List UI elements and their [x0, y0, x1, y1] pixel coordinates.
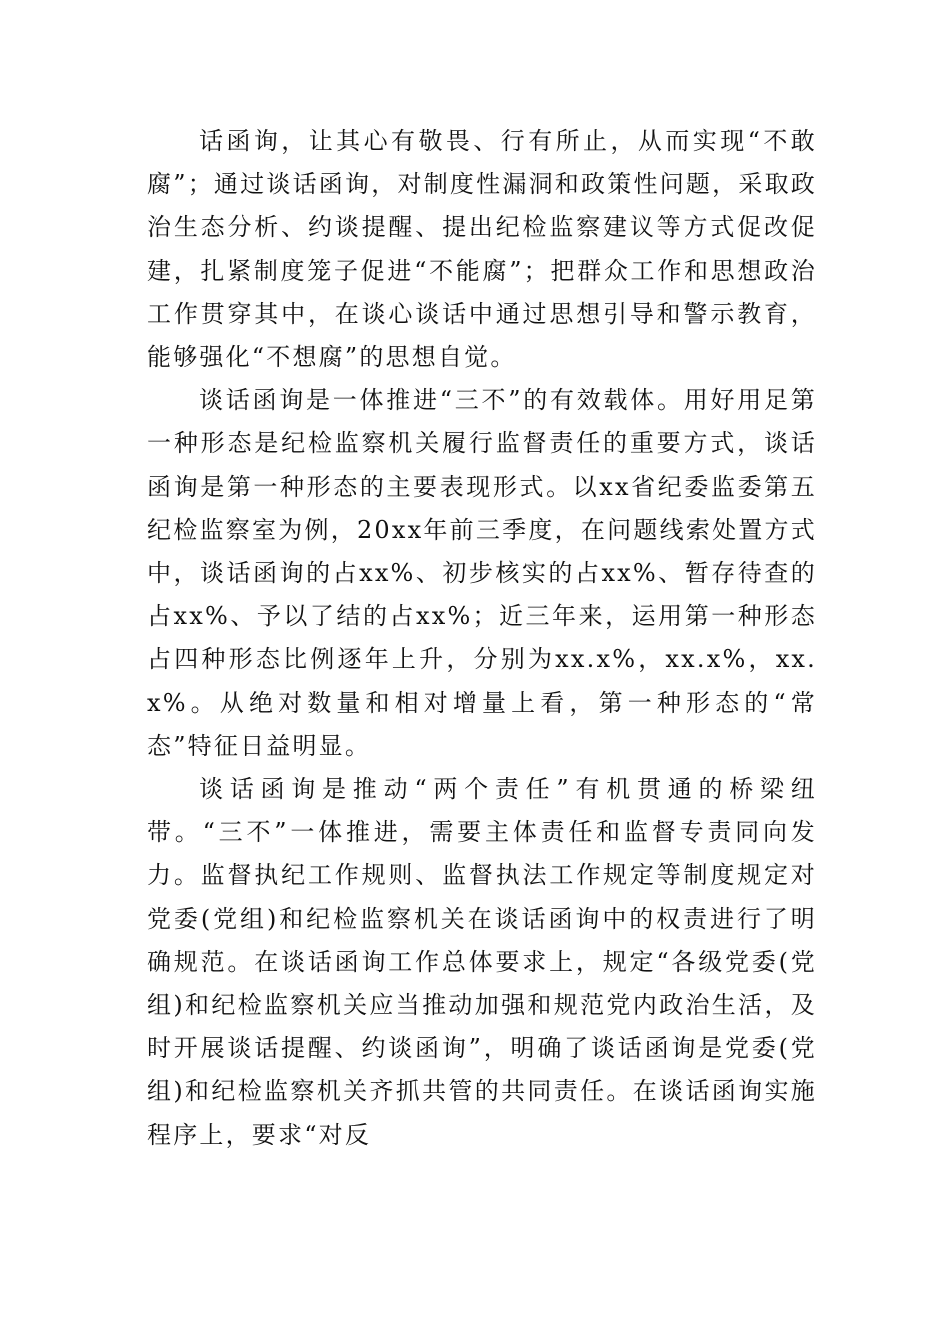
- body-text: [147, 120, 817, 1157]
- paragraph-3: 谈话函询是推动“两个责任”有机贯通的桥梁纽带。“三不”一体推进，需要主体责任和监督专责同向发力。监督执纪工作规则、监督执法工作规定等制度规定对党委(党组)和纪检监察机关在谈话函询中的权责进行了明确规范。在谈话函询工作总体要求上，规定“各级党委(党组)和纪检监察机关应当推动加强和规范党内政治生活，及时开展谈话提醒、约谈函询”，明确了谈话函询是党委(党组)和纪检监察机关齐抓共管的共同责任。在谈话函询实施程序上，要求“对反: [147, 775, 817, 1149]
- paragraph-2: 谈话函询是一体推进“三不”的有效载体。用好用足第一种形态是纪检监察机关履行监督责任的重要方式，谈话函询是第一种形态的主要表现形式。以xx省纪委监委第五纪检监察室为例，20xx年前三季度，在问题线索处置方式中，谈话函询的占xx%、初步核实的占xx%、暂存待查的占xx%、予以了结的占xx%；近三年来，运用第一种形态占四种形态比例逐年上升，分别为xx.x%，xx.x%，xx.x%。从绝对数量和相对增量上看，第一种形态的“常态”特征日益明显。: [147, 386, 817, 760]
- paragraph-1: 话函询，让其心有敬畏、行有所止，从而实现“不敢腐”；通过谈话函询，对制度性漏洞和政策性问题，采取政治生态分析、约谈提醒、提出纪检监察建议等方式促改促建，扎紧制度笼子促进“不能腐”；把群众工作和思想政治工作贯穿其中，在谈心谈话中通过思想引导和警示教育，能够强化“不想腐”的思想自觉。: [147, 127, 817, 372]
